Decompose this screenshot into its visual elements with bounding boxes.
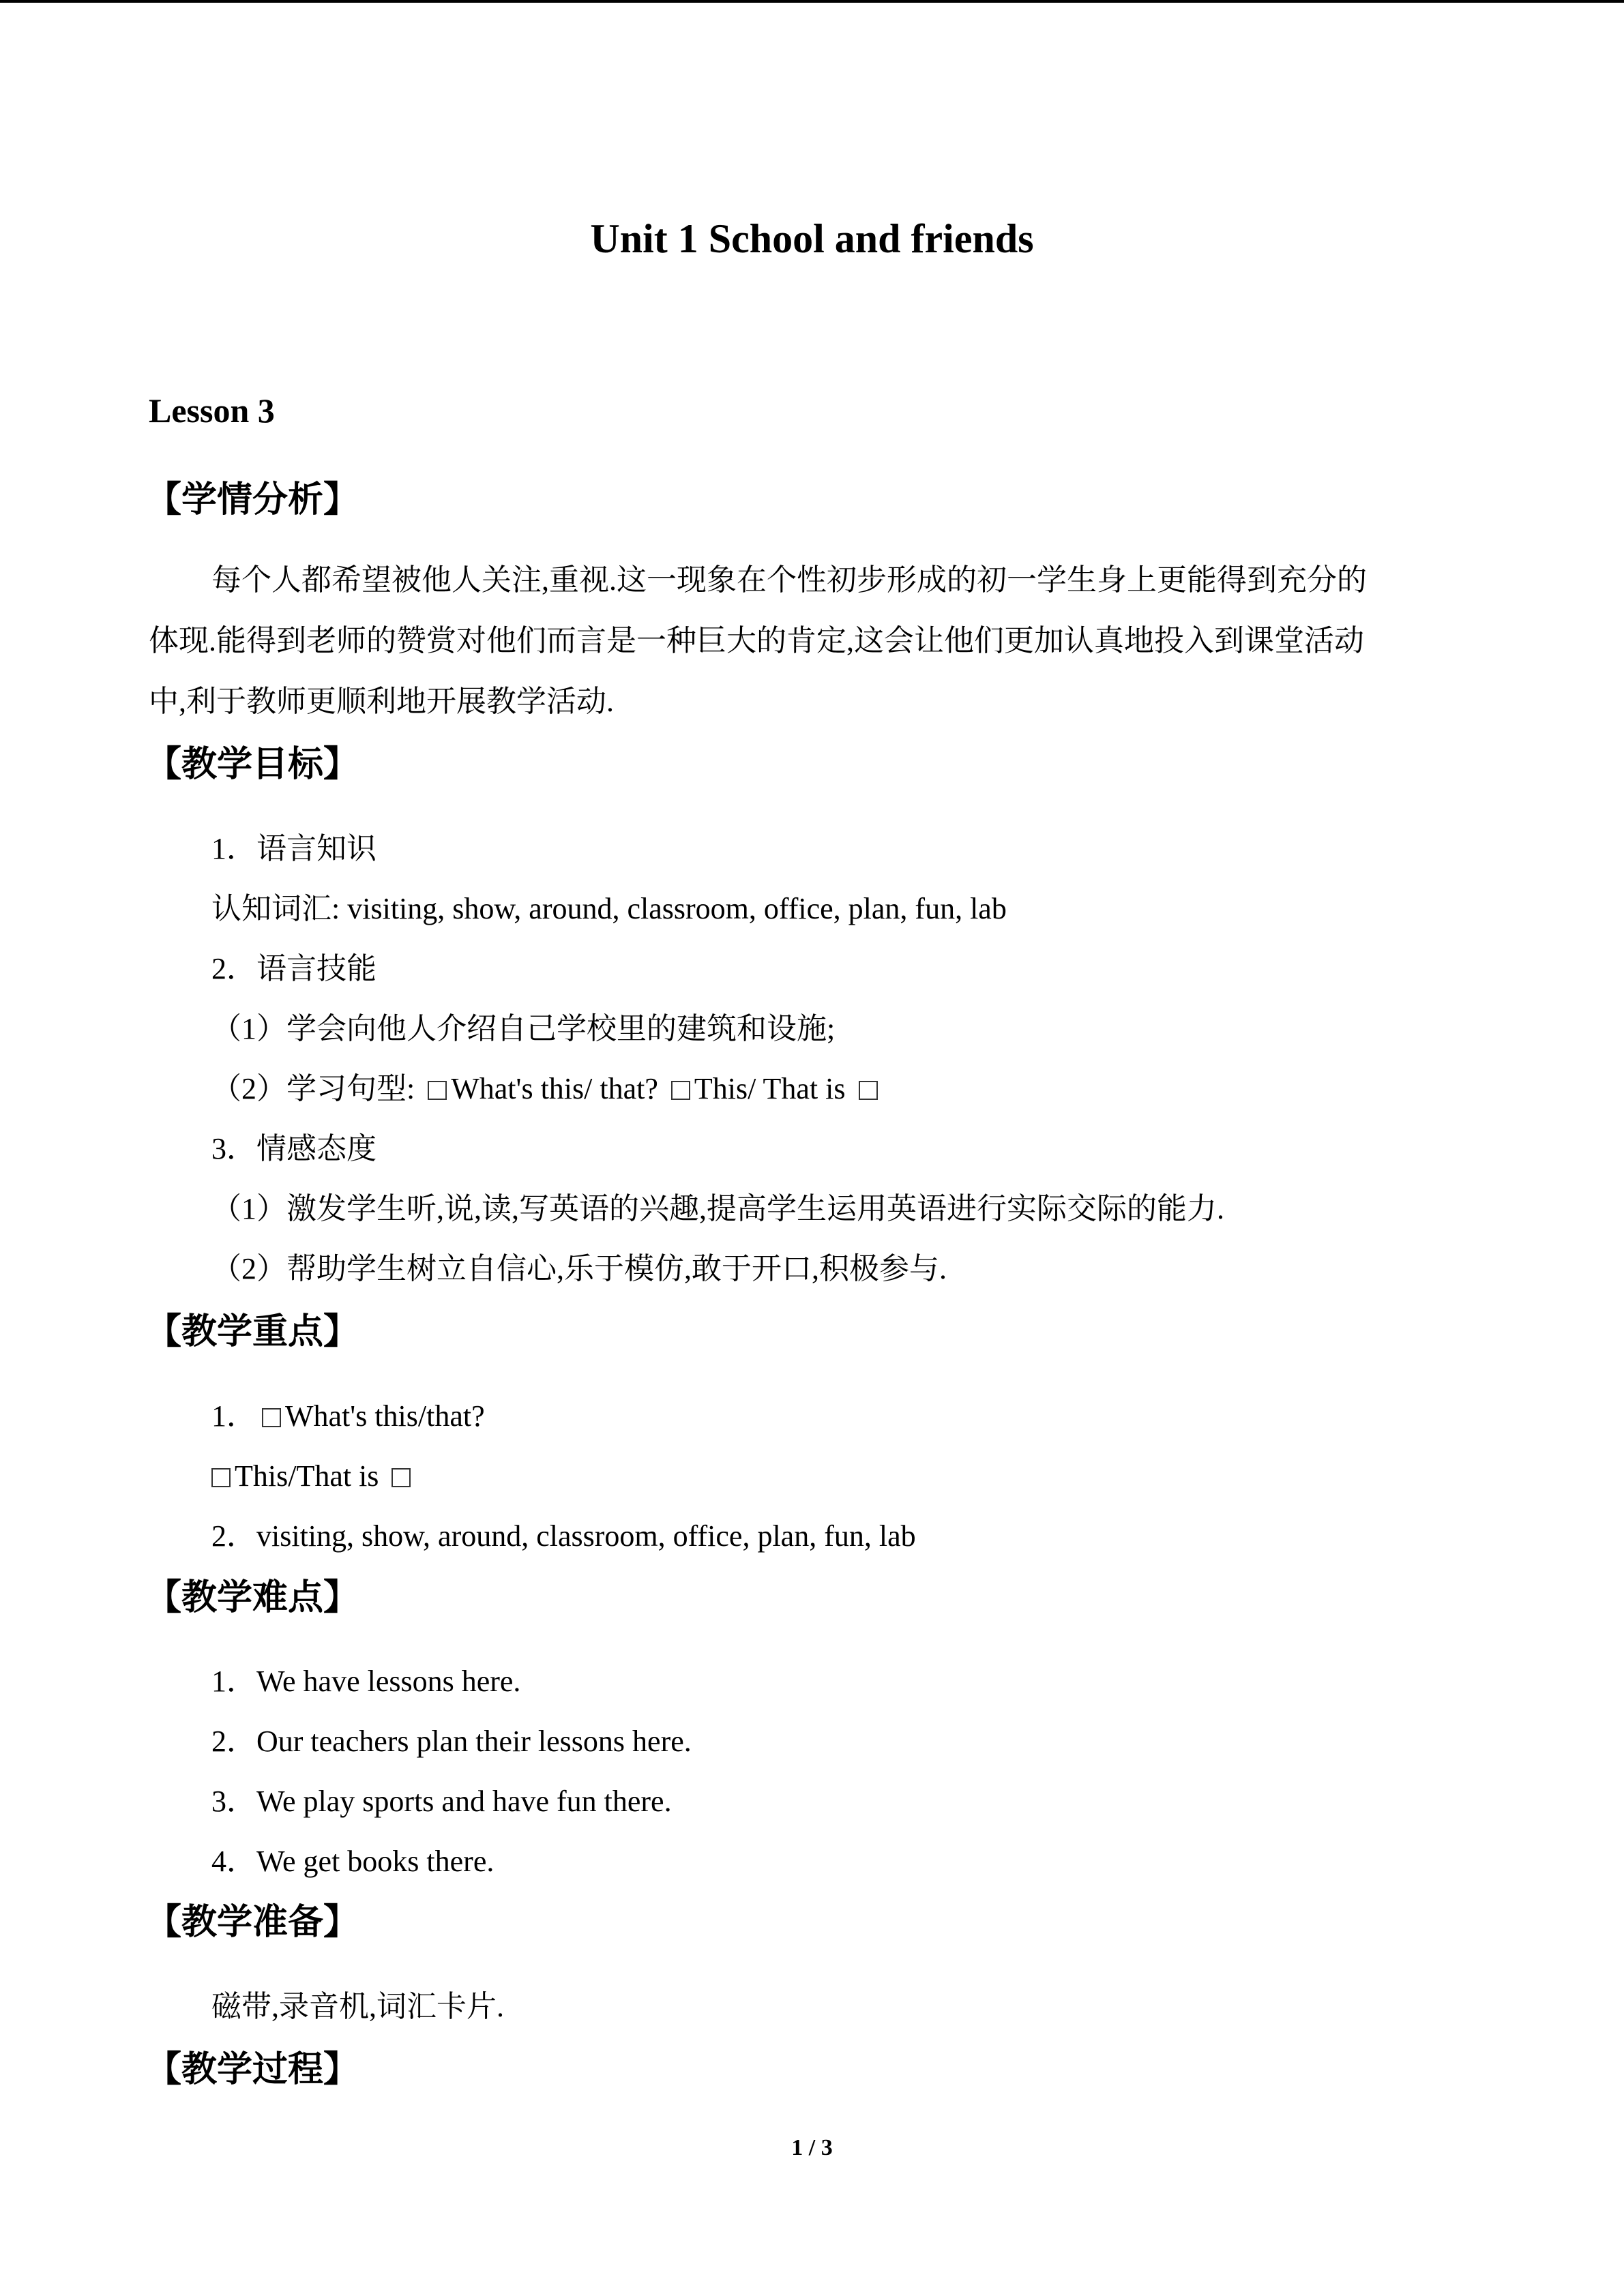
goals-attitude-2: （2）帮助学生树立自信心,乐于模仿,敢于开口,积极参与.: [211, 1252, 947, 1285]
key-point-1: [211, 1397, 485, 1435]
preparation-text: 磁带,录音机,词汇卡片.: [211, 1990, 504, 2023]
analysis-line-1: 每个人都希望被他人关注,重视.这一现象在个性初步形成的初一学生身上更能得到充分的: [211, 563, 1367, 597]
blank-box-icon: [428, 1081, 447, 1100]
key-point-1-number: 1．: [211, 1399, 256, 1433]
section-heading-analysis: 【学情分析】: [146, 479, 359, 520]
goals-skills-1: （1）学会向他人介绍自己学校里的建筑和设施;: [211, 1012, 836, 1045]
key-point-1-text: What's this/that?: [285, 1399, 485, 1433]
goals-skills-2-prefix: （2）学习句型:: [211, 1072, 423, 1105]
goals-attitude-title: 3．情感态度: [211, 1132, 377, 1165]
goals-skills-title: 2．语言技能: [211, 952, 377, 985]
key-point-2: 2．visiting, show, around, classroom, office, plan, fun, lab: [211, 1519, 916, 1553]
analysis-line-3: 中,利于教师更顺利地开展教学活动.: [149, 685, 614, 718]
goals-knowledge-title: 1．语言知识: [211, 832, 377, 865]
section-heading-preparation: 【教学准备】: [146, 1902, 359, 1943]
blank-box-icon: [262, 1408, 281, 1427]
difficulty-item-3: 3．We play sports and have fun there.: [211, 1785, 672, 1818]
page-number: 1 / 3: [791, 2135, 833, 2160]
difficulty-item-2: 2．Our teachers plan their lessons here.: [211, 1725, 692, 1758]
goals-knowledge-vocab: 认知词汇: visiting, show, around, classroom, office, plan, fun, lab: [211, 892, 1007, 925]
blank-box-icon: [671, 1081, 690, 1100]
blank-box-icon: [392, 1468, 411, 1487]
blank-box-icon: [859, 1081, 878, 1100]
goals-skills-2-pattern-b: This/ That is: [694, 1072, 853, 1105]
section-heading-goals: 【教学目标】: [146, 744, 359, 785]
lesson-heading: Lesson 3: [149, 391, 275, 430]
difficulty-item-4: 4．We get books there.: [211, 1845, 494, 1878]
difficulty-item-1: 1．We have lessons here.: [211, 1665, 521, 1698]
goals-skills-2-pattern-a: What's this/ that?: [451, 1072, 666, 1105]
blank-box-icon: [211, 1468, 231, 1487]
key-point-1b: [211, 1457, 415, 1495]
key-point-1b-text: This/That is: [235, 1459, 387, 1493]
analysis-line-2: 体现.能得到老师的赞赏对他们而言是一种巨大的肯定,这会让他们更加认真地投入到课堂活动: [149, 624, 1364, 657]
goals-attitude-1: （1）激发学生听,说,读,写英语的兴趣,提高学生运用英语进行实际交际的能力.: [211, 1192, 1224, 1225]
section-heading-process: 【教学过程】: [146, 2049, 359, 2090]
goals-skills-2: [211, 1070, 882, 1108]
section-heading-key-points: 【教学重点】: [146, 1311, 359, 1352]
document-title: Unit 1 School and friends: [590, 216, 1034, 261]
page-top-border: [0, 0, 1624, 3]
section-heading-difficulties: 【教学难点】: [146, 1577, 359, 1618]
